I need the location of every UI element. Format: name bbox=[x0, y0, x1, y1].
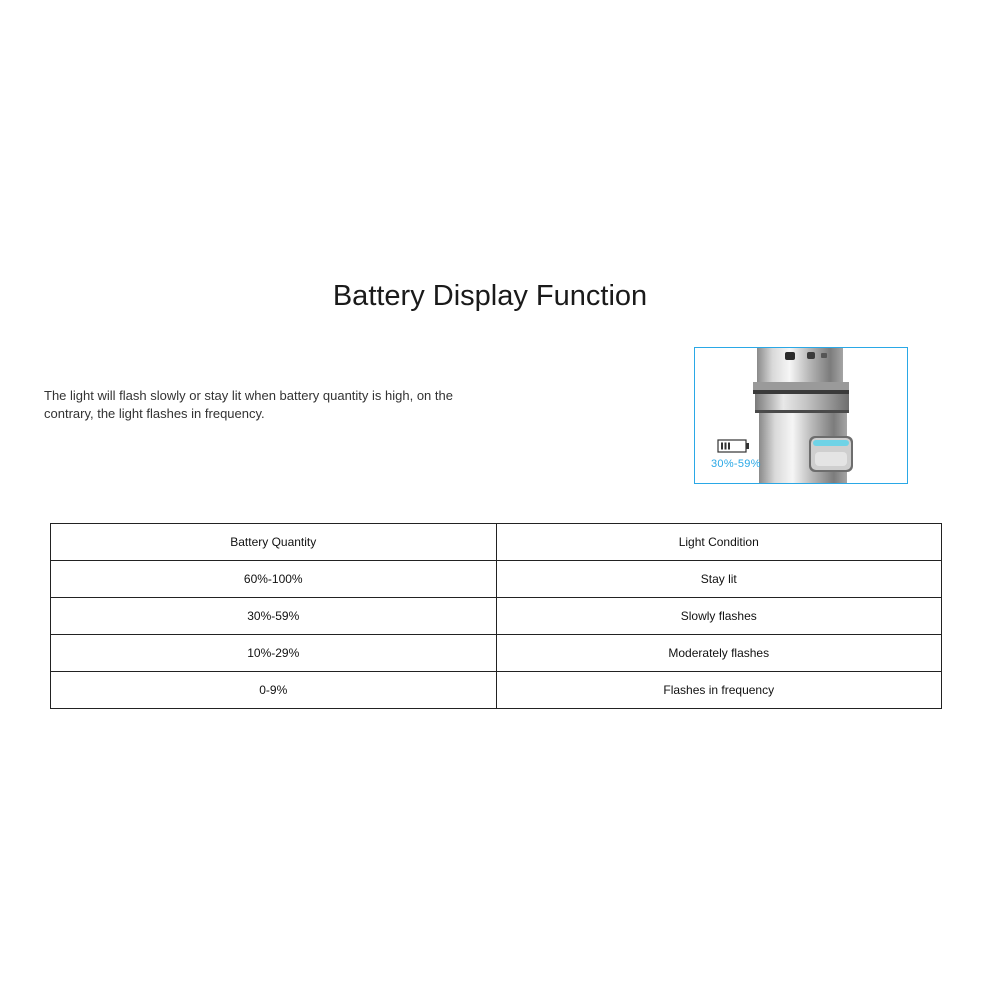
battery-light-table bbox=[50, 523, 942, 709]
table-row bbox=[51, 672, 942, 709]
table-header-row bbox=[51, 524, 942, 561]
device-image bbox=[694, 347, 908, 484]
battery-level-label: 30%-59% bbox=[711, 458, 761, 470]
description-text: The light will flash slowly or stay lit when battery quantity is high, on the contrary, the light flashes in frequency. bbox=[44, 388, 453, 421]
header-battery-quantity: Battery Quantity bbox=[51, 524, 497, 561]
light-condition-cell: Stay lit bbox=[496, 561, 942, 598]
light-condition-cell: Flashes in frequency bbox=[496, 672, 942, 709]
battery-quantity-cell: 60%-100% bbox=[51, 561, 497, 598]
battery-icon bbox=[718, 440, 749, 452]
table-row bbox=[51, 598, 942, 635]
battery-quantity-cell: 0-9% bbox=[51, 672, 497, 709]
header-light-condition: Light Condition bbox=[496, 524, 942, 561]
table-row bbox=[51, 635, 942, 672]
battery-quantity-cell: 30%-59% bbox=[51, 598, 497, 635]
light-condition-cell: Slowly flashes bbox=[496, 598, 942, 635]
light-condition-cell: Moderately flashes bbox=[496, 635, 942, 672]
table-row bbox=[51, 561, 942, 598]
page-title: Battery Display Function bbox=[332, 280, 648, 312]
battery-quantity-cell: 10%-29% bbox=[51, 635, 497, 672]
